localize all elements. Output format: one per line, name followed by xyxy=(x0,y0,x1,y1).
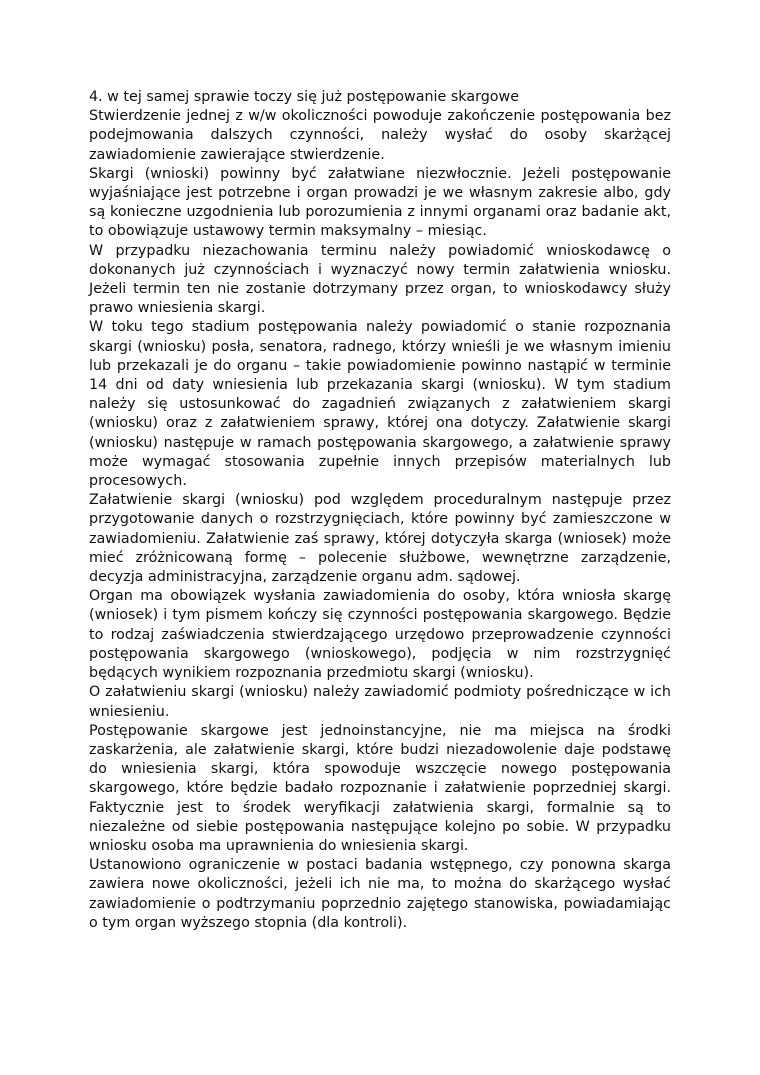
paragraph: Postępowanie skargowe jest jednoinstancyjne, nie ma miejsca na środki zaskarżenia, ale załatwienie skargi, które budzi niezadowolenie daje podstawę do wniesienia skargi, która spowoduje wszczęcie nowego postępowania skargowego, które będzie badało rozpoznanie i załatwienie poprzedniej skargi. Faktycznie jest to środek weryfikacji załatwienia skargi, formalnie są to niezależne od siebie postępowania następujące kolejno po sobie. W przypadku wniosku osoba ma uprawnienia do wniesienia skargi. xyxy=(89,722,671,854)
paragraph: Stwierdzenie jednej z w/w okoliczności powoduje zakończenie postępowania bez podejmowania dalszych czynności, należy wysłać do osoby skarżącej zawiadomienie zawierające stwierdzenie. xyxy=(89,108,671,163)
paragraph: Załatwienie skargi (wniosku) pod względem proceduralnym następuje przez przygotowanie danych o rozstrzygnięciach, które powinny być zamieszczone w zawiadomieniu. Załatwienie zaś sprawy, której dotyczyła skarga (wniosek) może mieć zróżnicowaną formę – polecenie służbowe, wewnętrzne zarządzenie, decyzja administracyjna, zarządzenie organu adm. sądowej. xyxy=(89,492,671,586)
paragraph: Ustanowiono ograniczenie w postaci badania wstępnego, czy ponowna skarga zawiera nowe okoliczności, jeżeli ich nie ma, to można do skarżącego wysłać zawiadomienie o podtrzymaniu poprzednio zajętego stanowiska, powiadamiając o tym organ wyższego stopnia (dla kontroli). xyxy=(89,857,671,931)
paragraph: Skargi (wnioski) powinny być załatwiane niezwłocznie. Jeżeli postępowanie wyjaśniające jest potrzebne i organ prowadzi je we własnym zakresie albo, gdy są konieczne uzgodnienia lub porozumienia z innymi organami oraz badanie akt, to obowiązuje ustawowy termin maksymalny – miesiąc. xyxy=(89,165,671,240)
document-page xyxy=(89,88,671,933)
paragraph: W przypadku niezachowania terminu należy powiadomić wnioskodawcę o dokonanych już czynnościach i wyznaczyć nowy termin załatwienia wniosku. Jeżeli termin ten nie zostanie dotrzymany przez organ, to wnioskodawcy służy prawo wniesienia skargi. xyxy=(89,242,671,317)
list-item-4: 4. w tej samej sprawie toczy się już postępowanie skargowe xyxy=(89,89,520,105)
paragraph: Organ ma obowiązek wysłania zawiadomienia do osoby, która wniosła skargę (wniosek) i tym pismem kończy się czynności postępowania skargowego. Będzie to rodzaj zaświadczenia stwierdzającego urzędowo przeprowadzenie czynności postępowania skargowego (wnioskowego), podjęcia w nim rozstrzygnięć będących wynikiem rozpoznania przedmiotu skargi (wniosku). xyxy=(89,588,671,682)
paragraph: W toku tego stadium postępowania należy powiadomić o stanie rozpoznania skargi (wniosku) posła, senatora, radnego, którzy wnieśli je we własnym imieniu lub przekazali je do organu – takie powiadomienie powinno nastąpić w terminie 14 dni od daty wniesienia lub przekazania skargi (wniosku). W tym stadium należy się ustosunkować do zagadnień związanych z załatwieniem skargi (wniosku) oraz z załatwieniem sprawy, której ona dotyczy. Załatwienie skargi (wniosku) następuje w ramach postępowania skargowego, a załatwienie sprawy może wymagać stosowania zupełnie innych przepisów materialnych lub procesowych. xyxy=(89,319,671,490)
paragraph: O załatwieniu skargi (wniosku) należy zawiadomić podmioty pośredniczące w ich wniesieniu. xyxy=(89,684,671,720)
